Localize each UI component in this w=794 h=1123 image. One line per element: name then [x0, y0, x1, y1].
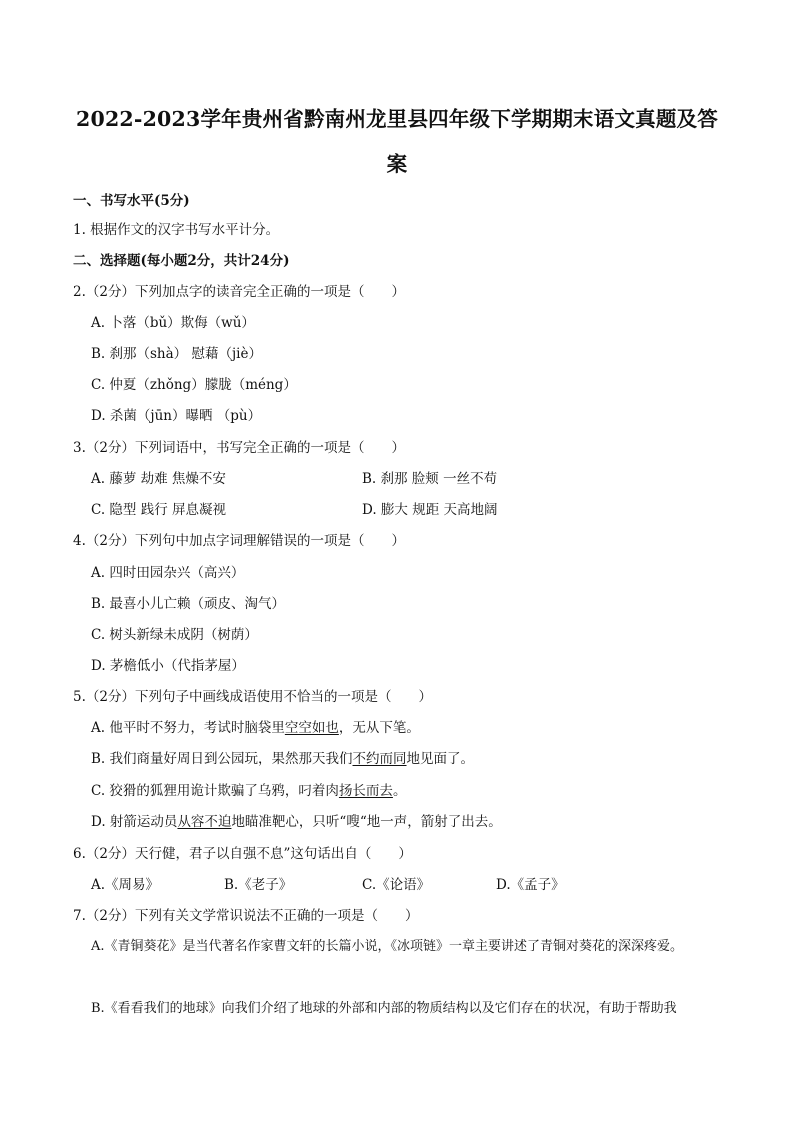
option-text: D. 射箭运动员 [91, 814, 178, 830]
question-2-option-a: A. 卜落（bǔ）欺侮（wǔ） [91, 315, 255, 331]
question-2-option-b: B. 刹那（shà） 慰藉（jiè） [91, 346, 262, 362]
question-4-stem: 4.（2分）下列句中加点字词理解错误的一项是（ ） [73, 533, 405, 549]
question-7-stem: 7.（2分）下列有关文学常识说法不正确的一项是（ ） [73, 908, 419, 924]
question-7-option-a: A.《青铜葵花》是当代著名作家曹文轩的长篇小说，《冰项链》一章主要讲述了青铜对葵花的深深疼爱。 [91, 939, 684, 954]
question-4-option-d: D. 茅檐低小（代指茅屋） [91, 658, 245, 674]
question-5-option-b [91, 747, 474, 767]
question-6-stem: 6.（2分）天行健，君子以自强不息”这句话出自（ ） [73, 846, 412, 862]
section-heading-choice: 二、选择题(每小题2分，共计24分) [73, 253, 290, 269]
option-text: 地见面了。 [406, 751, 475, 767]
underlined-idiom: 不约而同 [352, 751, 407, 767]
question-6-option-b: B.《老子》 [224, 877, 293, 893]
question-7-option-b: B.《看看我们的地球》向我们介绍了地球的外部和内部的物质结构以及它们存在的状况，有助于帮助我 [91, 1001, 677, 1016]
question-3-stem: 3.（2分）下列词语中，书写完全正确的一项是（ ） [73, 440, 405, 456]
page-title: 2022-2023学年贵州省黔南州龙里县四年级下学期期末语文真题及答 [76, 107, 718, 131]
question-2-stem: 2.（2分）下列加点字的读音完全正确的一项是（ ） [73, 284, 405, 300]
question-5-stem: 5.（2分）下列句子中画线成语使用不恰当的一项是（ ） [73, 689, 432, 705]
question-6-option-a: A.《周易》 [91, 877, 160, 893]
question-3-option-a: A. 藤萝 劫难 焦燥不安 [91, 471, 226, 487]
option-text: 。 [392, 783, 407, 799]
question-6-option-c: C.《论语》 [362, 877, 431, 893]
section-heading-writing: 一、书写水平(5分) [73, 193, 190, 209]
page-title-continued: 案 [386, 152, 408, 176]
question-2-option-d: D. 杀菌（jūn）曝晒 （pù） [91, 408, 262, 424]
question-3-option-c: C. 隐型 践行 屏息凝视 [91, 502, 227, 518]
option-text: ，无从下笔。 [338, 720, 420, 736]
question-3-option-b: B. 刹那 脸颊 一丝不苟 [362, 471, 498, 487]
option-text: C. 狡猾的狐狸用诡计欺骗了乌鸦，叼着肉 [91, 783, 339, 799]
question-2-option-c: C. 仲夏（zhǒng）朦胧（méng） [91, 377, 297, 393]
option-text: A. 他平时不努力，考试时脑袋里 [91, 720, 285, 736]
option-text: B. 我们商量好周日到公园玩，果然那天我们 [91, 751, 353, 767]
question-4-option-a: A. 四时田园杂兴（高兴） [91, 565, 245, 581]
question-4-option-b: B. 最喜小儿亡赖（顽皮、淘气） [91, 596, 286, 612]
underlined-idiom: 空空如也 [284, 720, 339, 736]
option-text: 地瞄准靶心，只听“嗖“地一声，箭射了出去。 [231, 814, 502, 830]
question-3-option-d: D. 膨大 规距 天高地阔 [362, 502, 498, 518]
question-5-option-a [91, 716, 420, 736]
question-5-option-d [91, 810, 502, 830]
question-5-option-c [91, 779, 406, 799]
question-1: 1. 根据作文的汉字书写水平计分。 [73, 222, 280, 238]
underlined-idiom: 从容不迫 [177, 814, 232, 830]
question-6-option-d: D.《孟子》 [496, 877, 565, 893]
question-4-option-c: C. 树头新绿未成阴（树荫） [91, 627, 258, 643]
underlined-idiom: 扬长而去 [338, 783, 393, 799]
